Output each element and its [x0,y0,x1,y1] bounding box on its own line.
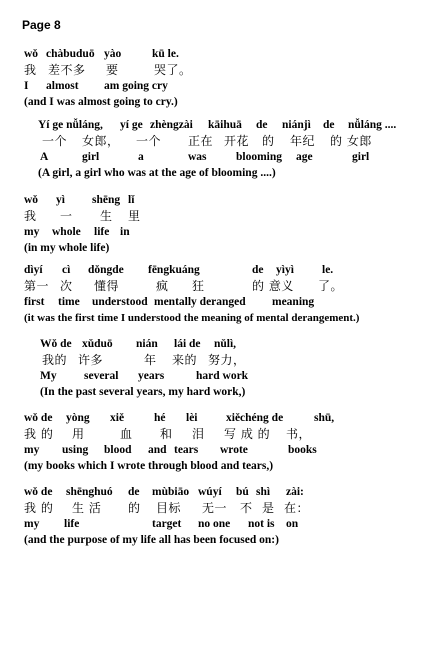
translation-line: (and the purpose of my life all has been focused on:) [24,534,279,546]
pinyin-word: wǒ [24,48,39,60]
translation-line: (and I was almost going to cry.) [24,96,178,108]
hanzi-word: 写 成 的 [224,427,271,441]
pinyin-line [24,46,178,62]
translation-line: (A girl, a girl who was at the age of blooming ....) [38,167,276,179]
pinyin-word: de [128,486,140,498]
gloss-word: on [286,518,299,530]
pinyin-word: wǒ [24,194,39,206]
stanza-4 [24,262,359,326]
hanzi-word: 目标 [156,501,182,515]
gloss-word: My [40,370,57,382]
pinyin-word: Wǒ de [40,338,72,350]
pinyin-word: nián [136,338,158,350]
gloss-word: first [24,296,45,308]
hanzi-line [38,133,372,149]
stanza-3 [24,192,141,256]
hanzi-word: 的 [262,134,275,148]
gloss-word: girl [82,151,100,163]
pinyin-line [24,262,359,278]
gloss-word: years [138,370,165,382]
gloss-line [24,516,299,532]
gloss-word: and [148,444,167,456]
gloss-word: target [152,518,182,530]
pinyin-word: cì [62,264,71,276]
hanzi-line [24,426,312,442]
hanzi-word: 正在 [188,134,214,148]
hanzi-word: 差不多 [48,63,86,77]
pinyin-word: de [323,119,335,131]
hanzi-word: 的 女郎 [330,134,372,148]
pinyin-word: shì [256,486,271,498]
gloss-word: no one [198,518,231,530]
hanzi-word: 我的 [42,353,68,367]
pinyin-word: niánjì [282,119,311,131]
hanzi-word: 了。 [318,279,344,293]
pinyin-word: kū le. [152,48,179,60]
pinyin-line [40,336,245,352]
pinyin-word: de [256,119,268,131]
hanzi-word: 不 [240,501,253,515]
gloss-word: meaning [272,296,315,308]
hanzi-word: 努力， [208,353,246,367]
gloss-line [24,442,317,458]
pinyin-word: zhèngzài [150,119,193,131]
pinyin-word: hé [154,412,166,424]
hanzi-word: 用 [72,427,85,441]
gloss-word: in [120,226,130,238]
gloss-word: blooming [236,151,283,163]
pinyin-word: wǒ de [24,486,53,498]
hanzi-word: 我 的 [24,501,54,515]
pinyin-word: dìyí [24,264,43,276]
gloss-word: tears [174,444,199,456]
hanzi-word: 要 [106,63,119,77]
translation-line: (my books which I wrote through blood and tears,) [24,460,274,472]
stanza-2 [38,117,397,181]
hanzi-line [24,62,192,78]
hanzi-word: 一个 [136,134,162,148]
pinyin-word: yì [56,194,65,206]
hanzi-word: 开花 [224,134,250,148]
hanzi-word: 生 [100,209,113,223]
pinyin-word: wúyí [198,486,222,498]
pinyin-word: chàbuduō [46,48,95,60]
pinyin-line [24,410,335,426]
stanza-6 [24,410,335,474]
hanzi-word: 泪 [192,427,205,441]
pinyin-word: le. [322,264,334,276]
hanzi-word: 我 [24,63,37,77]
hanzi-word: 一个 [42,134,68,148]
pinyin-line [38,117,397,133]
gloss-word: my [24,444,40,456]
hanzi-word: 懂得 [94,279,120,293]
gloss-word: my [24,518,40,530]
pinyin-word: nǚláng .... [348,119,397,131]
pinyin-word: yào [104,48,122,60]
pinyin-word: mùbiāo [152,486,190,498]
pinyin-line [24,192,135,208]
gloss-word: books [288,444,317,456]
pinyin-word: Yí ge nǚláng, [38,119,103,131]
hanzi-word: 一 [60,209,73,223]
pinyin-word: xǔduō [82,338,113,350]
pinyin-word: kāihuā [208,119,242,131]
pinyin-word: yìyì [276,264,294,276]
pinyin-word: dǒngde [88,264,124,276]
gloss-word: hard work [196,370,249,382]
stanza-5 [40,336,249,400]
hanzi-word: 次 [60,279,73,293]
gloss-line [24,294,359,310]
hanzi-word: 是 [262,501,275,515]
pinyin-word: lǐ [128,194,135,206]
pinyin-word: xiě [110,412,125,424]
pinyin-word: bú [236,486,249,498]
hanzi-line [24,208,141,224]
gloss-word: wrote [220,444,248,456]
hanzi-word: 我 [24,209,37,223]
gloss-word: my [24,226,40,238]
gloss-word: mentally deranged [154,296,246,308]
gloss-line [24,78,178,94]
hanzi-word: 在： [284,501,310,515]
pinyin-word: zài: [286,486,304,498]
hanzi-word: 女郎， [82,134,120,148]
hanzi-word: 无一 [202,501,228,515]
pinyin-word: nǔlì, [214,338,237,350]
stanza-7 [24,484,310,548]
pinyin-word: wǒ de [24,412,53,424]
gloss-word: several [84,370,119,382]
hanzi-word: 年纪 [290,134,316,148]
gloss-line [24,224,130,240]
hanzi-word: 的 意义 [252,279,294,293]
hanzi-line [40,352,245,368]
gloss-word: understood [92,296,148,308]
hanzi-word: 疯 [156,279,169,293]
gloss-word: a [138,151,144,163]
gloss-word: whole [52,226,81,238]
pinyin-word: xiěchéng de [226,412,284,424]
gloss-line [38,149,370,165]
gloss-word: I [24,80,29,92]
gloss-word: A [40,151,49,163]
hanzi-word: 许多 [78,353,104,367]
gloss-word: life [94,226,110,238]
hanzi-word: 里 [128,209,141,223]
translation-line: (it was the first time I understood the meaning of mental derangement.) [24,312,360,324]
gloss-word: age [296,151,313,163]
gloss-word: not is [248,518,275,530]
pinyin-word: yí ge [120,119,143,131]
pinyin-word: shēnghuó [66,486,113,498]
pinyin-word: shēng [92,194,121,206]
hanzi-word: 哭了。 [154,63,192,77]
gloss-word: am going cry [104,80,168,92]
hanzi-word: 来的 [172,353,198,367]
pinyin-word: fēngkuáng [148,264,200,276]
pinyin-word: yòng [66,412,90,424]
translation-line: (In the past several years, my hard work,) [40,386,246,398]
hanzi-word: 狂 [192,279,205,293]
gloss-word: was [188,151,207,163]
gloss-line [40,368,249,384]
pinyin-word: lèi [186,412,198,424]
hanzi-word: 生 活 [72,501,102,515]
hanzi-word: 书， [286,427,312,441]
gloss-word: blood [104,444,132,456]
hanzi-word: 第一 [24,279,50,293]
gloss-word: using [62,444,89,456]
hanzi-word: 我 的 [24,427,54,441]
pinyin-word: lái de [174,338,201,350]
hanzi-word: 血 [120,427,133,441]
translation-line: (in my whole life) [24,242,110,254]
hanzi-line [24,500,310,516]
pinyin-line [24,484,304,500]
hanzi-line [24,278,359,294]
hanzi-word: 和 [160,427,173,441]
hanzi-word: 的 [128,501,141,515]
gloss-word: girl [352,151,370,163]
gloss-word: life [64,518,80,530]
hanzi-word: 年 [144,353,157,367]
pinyin-word: shū, [314,412,335,424]
gloss-word: time [58,296,80,308]
pinyin-word: de [252,264,264,276]
stanza-1 [24,46,192,110]
gloss-word: almost [46,80,79,92]
page-label: Page 8 [22,18,61,32]
